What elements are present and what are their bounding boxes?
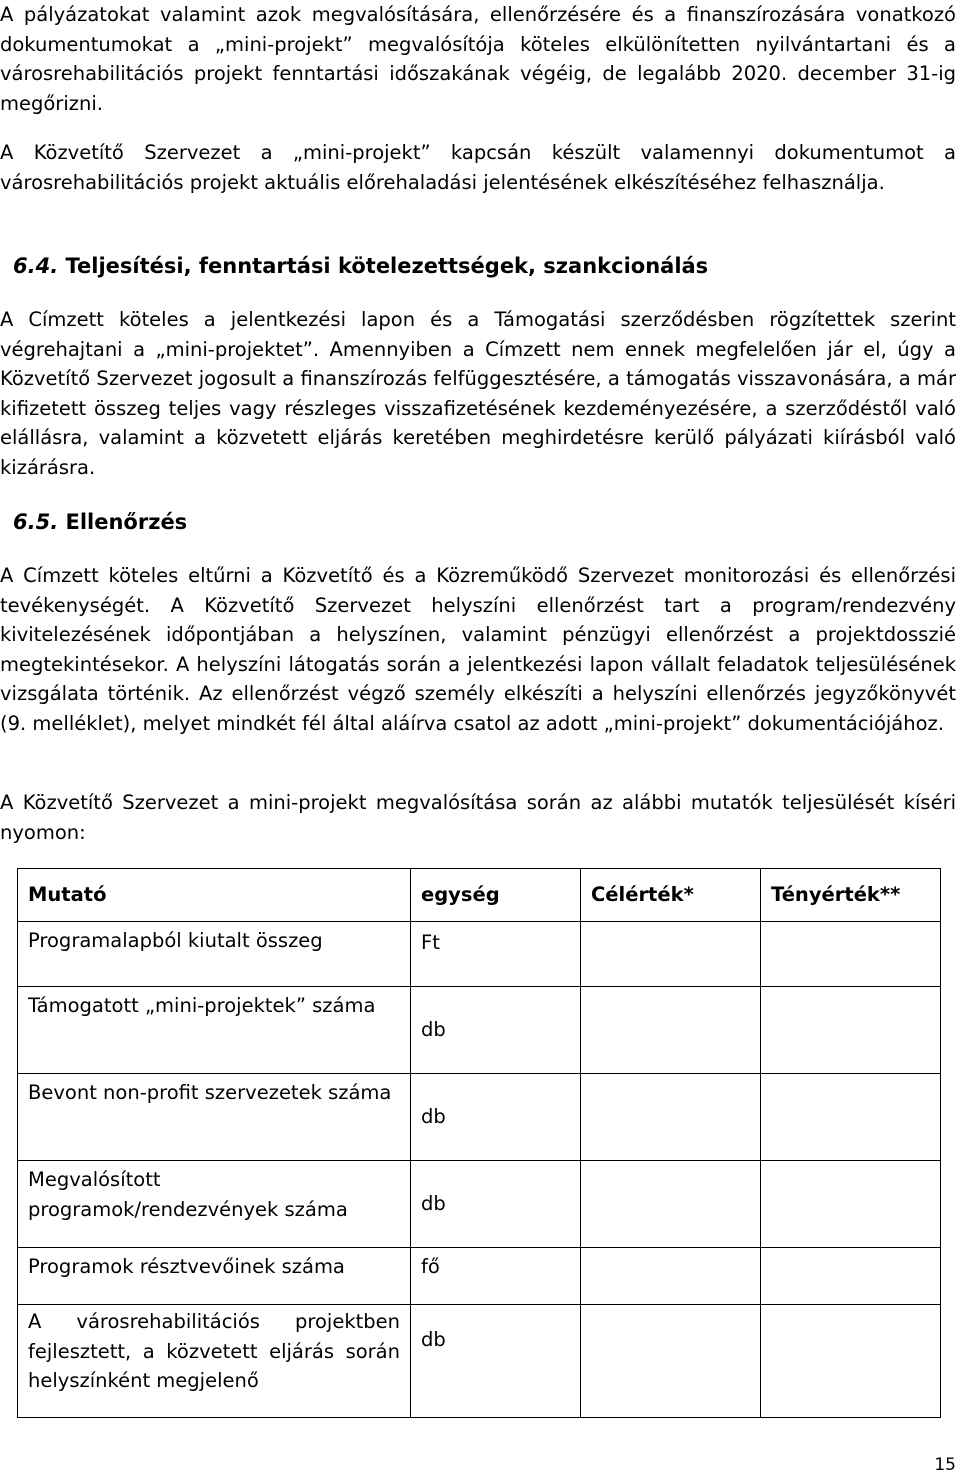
section-heading-6-5 [13,510,187,534]
indicator-cell: A városrehabilitációs projektben fejlesztett, a közvetett eljárás során helyszínként megjelenő [18,1305,411,1418]
indicator-cell: Bevont non-profit szervezetek száma [18,1074,411,1161]
table-row [18,922,941,987]
table-header-row [18,869,941,922]
actual-cell [761,1161,941,1248]
section-title: Teljesítési, fenntartási kötelezettségek, szankcionálás [65,254,709,278]
unit-cell: db [411,1305,581,1418]
unit-cell: db [411,1161,581,1248]
table-row [18,987,941,1074]
section-number: 6.5. [13,510,59,534]
paragraph-sanctions: A Címzett köteles a jelentkezési lapon és a Támogatási szerződésben rögzítettek szerint végrehajtani a „mini-projektet”. Amennyiben a Címzett nem ennek megfelelően jár el, úgy a Közvetítő Szervezet jogosult a finanszírozás felfüggesztésére, a támogatás visszavonására, a már kifizetett összeg teljes vagy részleges visszafizetésének kezdeményezésére, a szerződéstől való elállásra, valamint a közvetett eljárás keretében meghirdetésre kerülő pályázati kiírásból való kizárásra. [0,308,956,479]
actual-cell [761,1305,941,1418]
table-row [18,1248,941,1305]
unit-cell: db [411,987,581,1074]
table-row [18,1074,941,1161]
target-cell [581,1248,761,1305]
section-heading-6-4 [13,254,708,278]
target-cell [581,1305,761,1418]
target-cell [581,1074,761,1161]
unit-cell: fő [411,1248,581,1305]
paragraph-progress-report: A Közvetítő Szervezet a „mini-projekt” kapcsán készült valamennyi dokumentumot a városrehabilitációs projekt aktuális előrehaladási jelentésének elkészítéséhez felhasználja. [0,141,956,194]
target-cell [581,1161,761,1248]
table-row [18,1161,941,1248]
table-row [18,1305,941,1418]
paragraph-indicators-intro: A Közvetítő Szervezet a mini-projekt megvalósítása során az alábbi mutatók teljesülését kíséri nyomon: [0,791,956,844]
page-number: 15 [934,1455,956,1475]
indicator-cell: Megvalósított programok/rendezvények száma [18,1161,411,1248]
indicator-cell: Programok résztvevőinek száma [18,1248,411,1305]
column-header: Mutató [18,869,411,922]
paragraph-document-retention: A pályázatokat valamint azok megvalósítására, ellenőrzésére és a finanszírozására vonatkozó dokumentumokat a „mini-projekt” megvalósítója köteles elkülönítetten nyilvántartani és a városrehabilitációs projekt fenntartási időszakának végéig, de legalább 2020. december 31-ig megőrizni. [0,3,956,115]
indicator-cell: Programalapból kiutalt összeg [18,922,411,987]
section-number: 6.4. [13,254,59,278]
section-title: Ellenőrzés [65,510,188,534]
actual-cell [761,922,941,987]
target-cell [581,987,761,1074]
column-header: egység [411,869,581,922]
actual-cell [761,1248,941,1305]
paragraph-monitoring: A Címzett köteles eltűrni a Közvetítő és a Közreműködő Szervezet monitorozási és ellenőrzési tevékenységét. A Közvetítő Szervezet helyszíni ellenőrzést tart a program/rendezvény kivitelezésének időpontjában a helyszínen, valamint pénzügyi ellenőrzést a projektdosszié megtekintésekor. A helyszíni látogatás során a jelentkezési lapon vállalt feladatok teljesülésének vizsgálata történik. Az ellenőrzést végző személy elkészíti a helyszíni ellenőrzés jegyzőkönyvét (9. melléklet), melyet mindkét fél által aláírva csatol az adott „mini-projekt” dokumentációjához. [0,564,956,735]
indicator-cell: Támogatott „mini-projektek” száma [18,987,411,1074]
indicators-table [17,868,941,1418]
column-header: Tényérték** [761,869,941,922]
actual-cell [761,1074,941,1161]
actual-cell [761,987,941,1074]
target-cell [581,922,761,987]
unit-cell: Ft [411,922,581,987]
column-header: Célérték* [581,869,761,922]
unit-cell: db [411,1074,581,1161]
